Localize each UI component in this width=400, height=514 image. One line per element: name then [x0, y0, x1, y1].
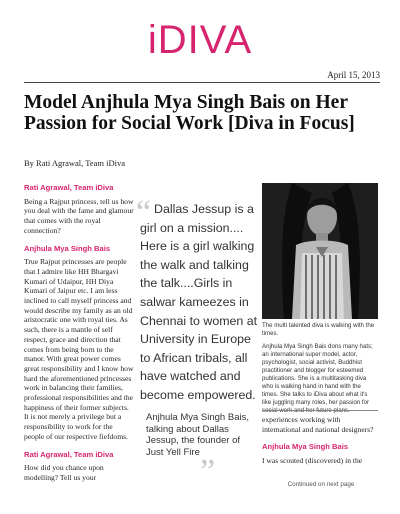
interview-column [24, 183, 134, 491]
issue-date: April 15, 2013 [327, 70, 380, 80]
interview-item [24, 183, 134, 236]
speaker-name: Rati Agrawal, Team iDiva [24, 449, 114, 459]
question-text: How did you chance upon modelling? Tell us your [24, 463, 104, 482]
question-continued-text: experiences working with international and national designers? [262, 415, 374, 434]
close-quote-icon: ” [200, 453, 216, 490]
caption-title: The multi talented diva is walking with the times. [262, 322, 375, 337]
photo-caption [262, 322, 378, 415]
article-headline: Model Anjhula Mya Singh Bais on Her Passion for Social Work [Diva in Focus] [24, 92, 355, 134]
header-divider [24, 82, 380, 83]
continued-note: Continued on next page [287, 481, 355, 488]
question-text: Being a Rajput princess, tell us how you deal with the fame and glamour that comes with the royal connection? [24, 196, 134, 235]
answer-text: True Rajput princesses are people that I admire like HH Bhargavi Kumari of Udaipur, HH Diya Kumari of Jaipur etc. I am less inclined to call myself princess and would describe my family as an old aristocratic one with royal ties. As such, there is a mantle of self respect, grace and direction that comes from being born to the manor. With great power comes great responsibility and I know how hard the aforementioned princesses work in balancing their families, professional responsibilities and the happiness of their former subjects. It is not merely a privilege but a responsibility to work for the people of our respective fiefdoms. [24, 257, 134, 441]
speaker-name: Anjhula Mya Singh Bais [262, 442, 349, 452]
speaker-name: Rati Agrawal, Team iDiva [24, 183, 114, 192]
caption-divider [262, 410, 378, 411]
interview-item [24, 450, 134, 483]
portrait-photo [262, 183, 378, 319]
caption-body: Anjhula Mya Singh Bais dons many hats; an international super model, actor, psychologist, social activist, Buddhist practitioner and blogger for esteemed publications. She is a multitasking diva who is walking hand in hand with the times. She talks to iDiva about what it's like juggling many roles, her passion for social work and her future plans. [262, 343, 373, 414]
open-quote-icon: “ [136, 194, 152, 231]
right-column [262, 415, 380, 466]
answer-text: I was scouted (discovered) in the [262, 456, 363, 466]
speaker-name: Anjhula Mya Singh Bais [24, 243, 111, 253]
pull-quote-attribution: Anjhula Mya Singh Bais, talking about Dallas Jessup, the founder of Just Yell Fire [146, 412, 249, 458]
byline: By Rati Agrawal, Team iDiva [24, 158, 125, 168]
interview-item [24, 244, 134, 442]
pull-quote-text: Dallas Jessup is a girl on a mission.... Here is a girl walking the walk and talking the talk....Girls in salwar kameezes in Chennai to women at University in Europe to African tribals, all have watched and become empowered. [140, 202, 258, 402]
logo: iDIVA [147, 18, 253, 62]
